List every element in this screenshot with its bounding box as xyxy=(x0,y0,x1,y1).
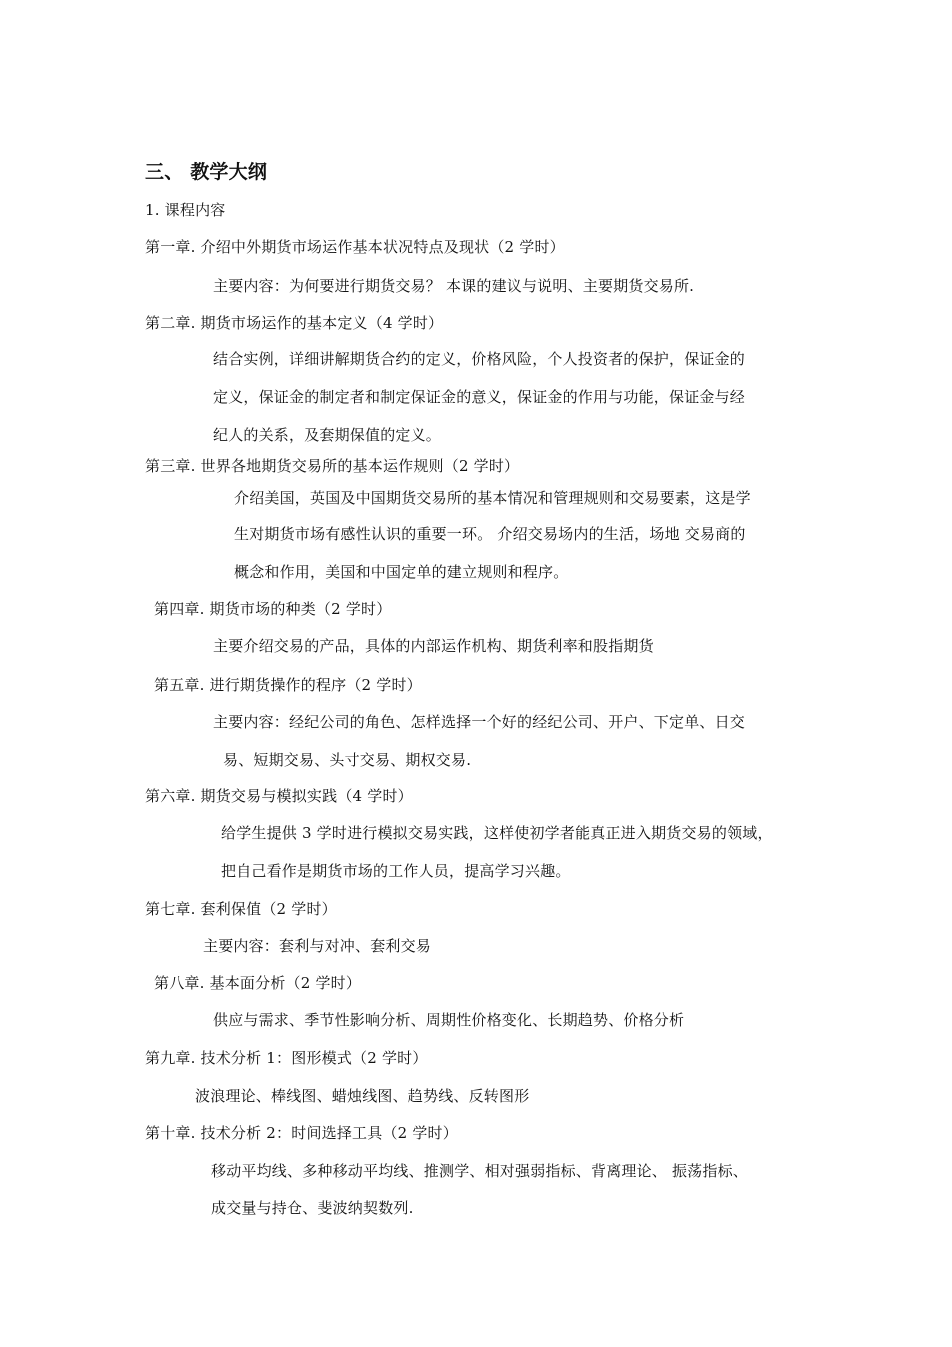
chapter-9-body-line: 波浪理论、棒线图、蜡烛线图、趋势线、反转图形 xyxy=(195,1087,530,1105)
chapter-4-title: 第四章. 期货市场的种类（2 学时） xyxy=(154,600,392,618)
chapter-3-body-line: 生对期货市场有感性认识的重要一环。 介绍交易场内的生活，场地 交易商的 xyxy=(234,525,746,543)
chapter-10-title: 第十章. 技术分析 2：时间选择工具（2 学时） xyxy=(145,1124,458,1142)
chapter-10-body-line: 移动平均线、多种移动平均线、推测学、相对强弱指标、背离理论、 振荡指标、 xyxy=(211,1162,748,1180)
chapter-2-body-line: 纪人的关系，及套期保值的定义。 xyxy=(213,426,442,444)
chapter-5-body-line: 主要内容：经纪公司的角色、怎样选择一个好的经纪公司、开户、下定单、日交 xyxy=(213,713,746,731)
chapter-8-body-line: 供应与需求、季节性影响分析、周期性价格变化、长期趋势、价格分析 xyxy=(213,1011,685,1029)
chapter-2-body-line: 结合实例，详细讲解期货合约的定义，价格风险，个人投资者的保护，保证金的 xyxy=(213,350,746,368)
chapter-3-body-line: 介绍美国，英国及中国期货交易所的基本情况和管理规则和交易要素，这是学 xyxy=(234,489,751,507)
chapter-4-body-line: 主要介绍交易的产品，具体的内部运作机构、期货利率和股指期货 xyxy=(213,637,654,655)
chapter-8-title: 第八章. 基本面分析（2 学时） xyxy=(154,974,362,992)
chapter-6-body-line: 给学生提供 3 学时进行模拟交易实践，这样使初学者能真正进入期货交易的领域， xyxy=(221,824,773,842)
chapter-1-title: 第一章. 介绍中外期货市场运作基本状况特点及现状（2 学时） xyxy=(145,238,565,256)
chapter-5-body-line: 易、短期交易、头寸交易、期权交易. xyxy=(223,751,472,769)
chapter-6-body-line: 把自己看作是期货市场的工作人员，提高学习兴趣。 xyxy=(221,862,571,880)
chapter-9-title: 第九章. 技术分析 1：图形模式（2 学时） xyxy=(145,1049,428,1067)
chapter-5-title: 第五章. 进行期货操作的程序（2 学时） xyxy=(154,676,422,694)
chapter-7-body-line: 主要内容：套利与对冲、套利交易 xyxy=(203,937,432,955)
chapter-7-title: 第七章. 套利保值（2 学时） xyxy=(145,900,337,918)
chapter-6-title: 第六章. 期货交易与模拟实践（4 学时） xyxy=(145,787,413,805)
chapter-10-body-line: 成交量与持仓、斐波纳契数列. xyxy=(211,1199,414,1217)
section-heading: 三、 教学大纲 xyxy=(145,161,268,183)
chapter-3-body-line: 概念和作用，美国和中国定单的建立规则和程序。 xyxy=(234,563,569,581)
chapter-3-title: 第三章. 世界各地期货交易所的基本运作规则（2 学时） xyxy=(145,457,520,475)
chapter-1-body-line: 主要内容：为何要进行期货交易？ 本课的建议与说明、主要期货交易所. xyxy=(213,277,695,295)
chapter-2-body-line: 定义，保证金的制定者和制定保证金的意义，保证金的作用与功能，保证金与经 xyxy=(213,388,746,406)
subheading: 1. 课程内容 xyxy=(145,201,226,219)
chapter-2-title: 第二章. 期货市场运作的基本定义（4 学时） xyxy=(145,314,444,332)
